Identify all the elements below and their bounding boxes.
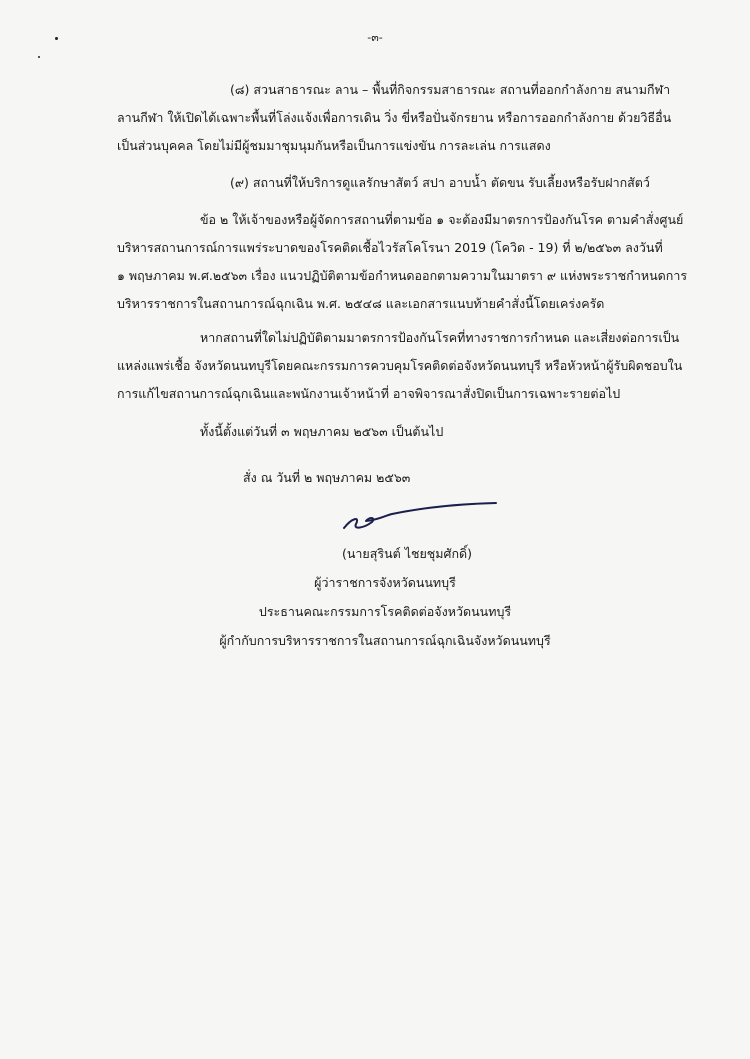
signatory-title-2: ประธานคณะกรรมการโรคติดต่อจังหวัดนนทบุรี [258, 604, 512, 619]
signatory-title-1: ผู้ว่าราชการจังหวัดนนทบุรี [314, 575, 456, 590]
clause-2-line-1: ข้อ ๒ ให้เจ้าของหรือผู้จัดการสถานที่ตามข้อ ๑ จะต้องมีมาตรการป้องกันโรค ตามคำสั่งศูนย์ [200, 212, 684, 227]
clause-2-line-2: บริหารสถานการณ์การแพร่ระบาดของโรคติดเชื้อไวรัสโคโรนา 2019 (โควิด - 19) ที่ ๒/๒๕๖๓ ลงวันที่ [117, 240, 663, 255]
scan-speck [38, 56, 40, 58]
page-number: -๓- [367, 31, 383, 44]
item-9-line-1: (๙) สถานที่ให้บริการดูแลรักษาสัตว์ สปา อาบน้ำ ตัดขน รับเลี้ยงหรือรับฝากสัตว์ [230, 175, 650, 190]
penalty-line-1: หากสถานที่ใดไม่ปฏิบัติตามมาตรการป้องกันโรคที่ทางราชการกำหนด และเสี่ยงต่อการเป็น [200, 330, 680, 345]
item-8-line-1: (๘) สวนสาธารณะ ลาน – พื้นที่กิจกรรมสาธารณะ สถานที่ออกกำลังกาย สนามกีฬา [230, 82, 671, 97]
order-date: สั่ง ณ วันที่ ๒ พฤษภาคม ๒๕๖๓ [243, 470, 411, 485]
clause-2-line-3: ๑ พฤษภาคม พ.ศ.๒๕๖๓ เรื่อง แนวปฏิบัติตามข้อกำหนดออกตามความในมาตรา ๙ แห่งพระราชกำหนดการ [117, 268, 688, 283]
penalty-line-3: การแก้ไขสถานการณ์ฉุกเฉินและพนักงานเจ้าหน้าที่ อาจพิจารณาสั่งปิดเป็นการเฉพาะรายต่อไป [117, 386, 621, 401]
effective-date: ทั้งนี้ตั้งแต่วันที่ ๓ พฤษภาคม ๒๕๖๓ เป็นต้นไป [200, 424, 444, 439]
signatory-title-3: ผู้กำกับการบริหารราชการในสถานการณ์ฉุกเฉินจังหวัดนนทบุรี [219, 633, 551, 648]
penalty-line-2: แหล่งแพร่เชื้อ จังหวัดนนทบุรีโดยคณะกรรมการควบคุมโรคติดต่อจังหวัดนนทบุรี หรือหัวหน้าผู้รับผิดชอบใน [117, 358, 683, 373]
clause-2-line-4: บริหารราชการในสถานการณ์ฉุกเฉิน พ.ศ. ๒๕๔๘ และเอกสารแนบท้ายคำสั่งนี้โดยเคร่งครัด [117, 296, 605, 311]
item-8-line-3: เป็นส่วนบุคคล โดยไม่มีผู้ชมมาชุมนุมกันหรือเป็นการแข่งขัน การละเล่น การแสดง [117, 138, 551, 153]
signature-mark [336, 496, 506, 536]
item-8-line-2: ลานกีฬา ให้เปิดได้เฉพาะพื้นที่โล่งแจ้งเพื่อการเดิน วิ่ง ขี่หรือปั่นจักรยาน หรือการออกกำลังกาย ด้วยวิธีอื่น [117, 110, 672, 125]
signatory-name: (นายสุรินต์ ไชยชุมศักดิ์) [341, 546, 473, 561]
